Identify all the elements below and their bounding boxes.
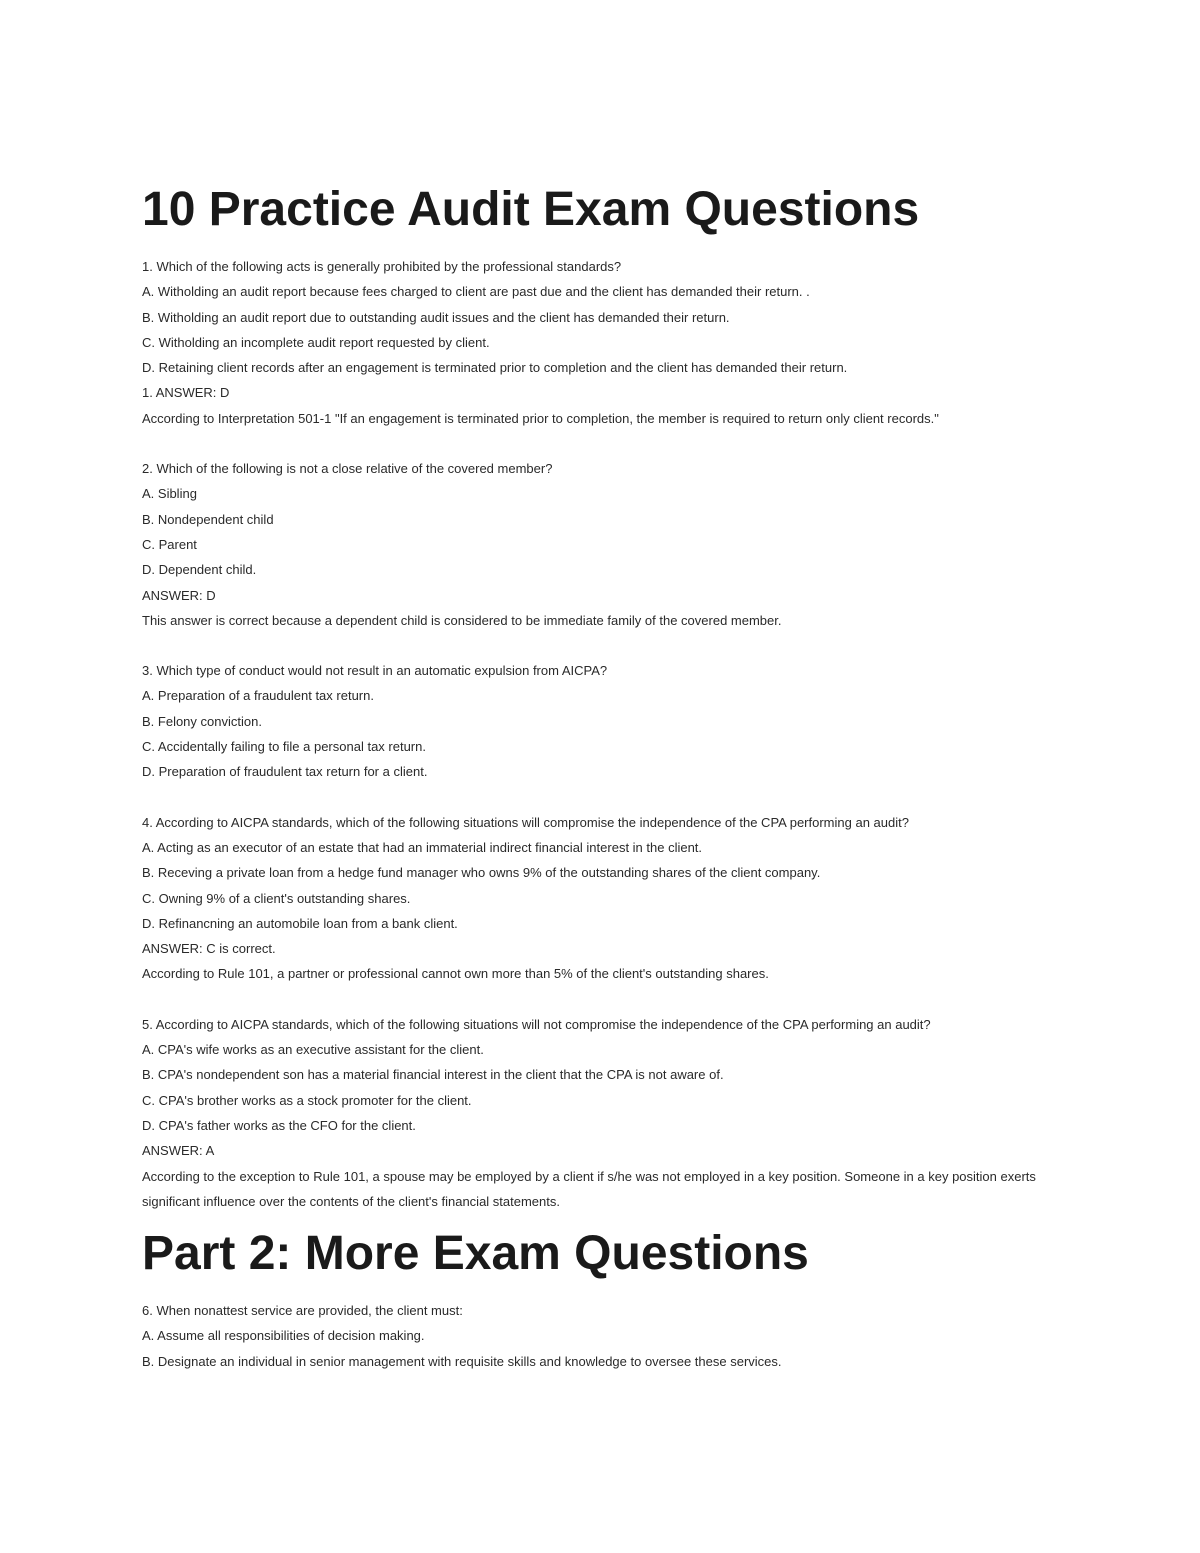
- option-c: C. CPA's brother works as a stock promoter for the client.: [142, 1092, 472, 1108]
- question-block-5: [142, 1012, 1072, 1214]
- option-a: A. Preparation of a fraudulent tax return.: [142, 688, 374, 704]
- spacer: [142, 633, 1072, 658]
- option-a: A. Acting as an executor of an estate that had an immaterial indirect financial interest in the client.: [142, 839, 703, 855]
- answer-text: ANSWER: A: [142, 1143, 215, 1159]
- section-title: Part 2: More Exam Questions: [142, 1227, 809, 1281]
- answer-text: 1. ANSWER: D: [142, 385, 230, 401]
- option-a: A. Witholding an audit report because fees charged to client are past due and the client has demanded their return. .: [142, 284, 810, 300]
- question-block-1: [142, 254, 1072, 431]
- option-c: C. Accidentally failing to file a personal tax return.: [142, 739, 426, 755]
- option-c: C. Owning 9% of a client's outstanding shares.: [142, 890, 411, 906]
- question-text: 1. Which of the following acts is generally prohibited by the professional standards?: [142, 259, 622, 274]
- option-b: B. Witholding an audit report due to outstanding audit issues and the client has demanded their return.: [142, 309, 730, 325]
- explanation-text: According to Rule 101, a partner or professional cannot own more than 5% of the client's outstanding shares.: [142, 966, 769, 982]
- option-c: C. Witholding an incomplete audit report requested by client.: [142, 334, 490, 350]
- spacer: [142, 987, 1072, 1012]
- option-b: B. Designate an individual in senior management with requisite skills and knowledge to oversee these services.: [142, 1353, 782, 1369]
- document-page: [142, 180, 1072, 1374]
- question-block-3: [142, 658, 1072, 784]
- explanation-text: According to Interpretation 501-1 "If an engagement is terminated prior to completion, the member is required to return only client records.": [142, 410, 939, 426]
- option-b: B. Receving a private loan from a hedge fund manager who owns 9% of the outstanding shares of the client company.: [142, 865, 821, 881]
- answer-text: ANSWER: D: [142, 587, 216, 603]
- option-b: B. Nondependent child: [142, 511, 274, 527]
- question-text: 5. According to AICPA standards, which of the following situations will not compromise the independence of the CPA performing an audit?: [142, 1016, 931, 1032]
- question-block-2: [142, 456, 1072, 633]
- spacer: [142, 431, 1072, 456]
- option-d: D. Preparation of fraudulent tax return for a client.: [142, 764, 428, 780]
- question-text: 2. Which of the following is not a close relative of the covered member?: [142, 461, 553, 477]
- page-title: 10 Practice Audit Exam Questions: [142, 183, 920, 236]
- explanation-text: According to the exception to Rule 101, a spouse may be employed by a client if s/he was not employed in a key position. Someone in a key position exerts significant influence over the contents of the client's financial statements.: [142, 1168, 1036, 1209]
- answer-text: ANSWER: C is correct.: [142, 941, 276, 957]
- option-a: A. Assume all responsibilities of decision making.: [142, 1328, 425, 1344]
- option-d: D. Refinancning an automobile loan from a bank client.: [142, 915, 458, 931]
- spacer: [142, 785, 1072, 810]
- option-d: D. Retaining client records after an engagement is terminated prior to completion and the client has demanded their return.: [142, 360, 848, 376]
- question-text: 3. Which type of conduct would not result in an automatic expulsion from AICPA?: [142, 663, 608, 679]
- question-block-4: [142, 810, 1072, 987]
- option-a: A. Sibling: [142, 486, 197, 502]
- question-text: 6. When nonattest service are provided, the client must:: [142, 1303, 463, 1319]
- question-block-6: [142, 1298, 1072, 1374]
- option-d: D. CPA's father works as the CFO for the client.: [142, 1117, 416, 1133]
- option-a: A. CPA's wife works as an executive assistant for the client.: [142, 1042, 484, 1058]
- spacer: [142, 1214, 1072, 1224]
- explanation-text: This answer is correct because a dependent child is considered to be immediate family of the covered member.: [142, 612, 782, 628]
- question-text: 4. According to AICPA standards, which of the following situations will compromise the independence of the CPA performing an audit?: [142, 814, 909, 830]
- option-b: B. CPA's nondependent son has a material financial interest in the client that the CPA is not aware of.: [142, 1067, 724, 1083]
- option-b: B. Felony conviction.: [142, 713, 262, 729]
- option-c: C. Parent: [142, 536, 197, 552]
- option-d: D. Dependent child.: [142, 562, 257, 578]
